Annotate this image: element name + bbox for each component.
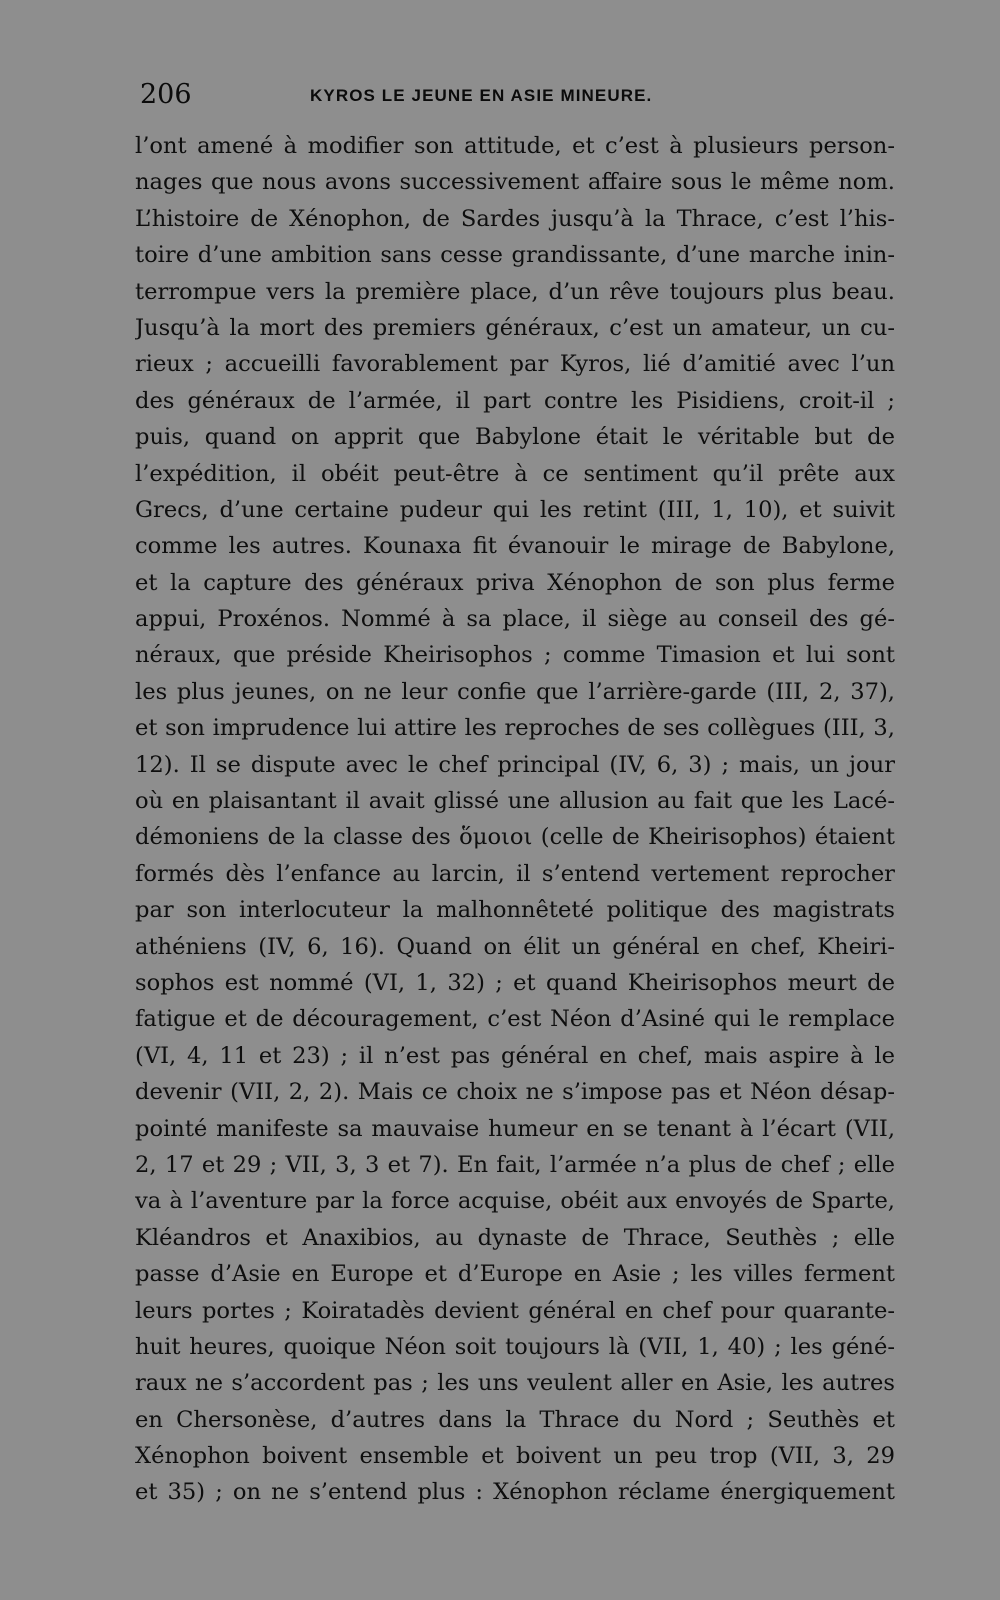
text-line: leurs portes ; Koiratadès devient général en chef pour quarante- [135,1297,895,1324]
text-line: nages que nous avons successivement affaire sous le même nom. [135,169,895,196]
text-line: puis, quand on apprit que Babylone était le véritable but de [135,424,895,451]
text-line: comme les autres. Kounaxa fit évanouir le mirage de Babylone, [135,533,895,560]
text-line: où en plaisantant il avait glissé une allusion au fait que les Lacé- [135,788,895,815]
text-line: va à l’aventure par la force acquise, obéit aux envoyés de Sparte, [135,1188,895,1215]
text-line: huit heures, quoique Néon soit toujours là (VII, 1, 40) ; les géné- [135,1333,895,1360]
text-line: athéniens (IV, 6, 16). Quand on élit un général en chef, Kheiri- [135,933,895,960]
text-line: Kléandros et Anaxibios, au dynaste de Thrace, Seuthès ; elle [135,1224,895,1251]
text-line: 2, 17 et 29 ; VII, 3, 3 et 7). En fait, l’armée n’a plus de chef ; elle [135,1151,895,1178]
text-line: des généraux de l’armée, il part contre les Pisidiens, croit-il ; [135,387,895,414]
text-line: par son interlocuteur la malhonnêteté politique des magistrats [135,897,895,924]
text-line: L’histoire de Xénophon, de Sardes jusqu’à la Thrace, c’est l’his- [135,205,895,232]
text-line: Grecs, d’une certaine pudeur qui les retint (III, 1, 10), et suivit [135,496,895,523]
body-text [135,128,895,1511]
text-line: passe d’Asie en Europe et d’Europe en Asie ; les villes ferment [135,1261,895,1288]
text-line: et son imprudence lui attire les reproches de ses collègues (III, 3, [135,715,895,742]
text-line: (VI, 4, 11 et 23) ; il n’est pas général en chef, mais aspire à le [135,1042,895,1069]
running-title: KYROS LE JEUNE EN ASIE MINEURE. [310,86,653,105]
text-line: l’expédition, il obéit peut-être à ce sentiment qu’il prête aux [135,460,895,487]
page-number: 206 [140,79,192,110]
text-line: raux ne s’accordent pas ; les uns veulent aller en Asie, les autres [135,1370,895,1397]
text-line: les plus jeunes, on ne leur confie que l’arrière-garde (III, 2, 37), [135,678,895,705]
text-line: en Chersonèse, d’autres dans la Thrace du Nord ; Seuthès et [135,1406,895,1433]
text-line: devenir (VII, 2, 2). Mais ce choix ne s’impose pas et Néon désap- [135,1079,895,1106]
text-line: fatigue et de découragement, c’est Néon d’Asiné qui le remplace [135,1006,895,1033]
page-header [135,80,895,114]
text-line: toire d’une ambition sans cesse grandissante, d’une marche inin- [135,242,895,269]
text-line: 12). Il se dispute avec le chef principal (IV, 6, 3) ; mais, un jour [135,751,895,778]
text-line: appui, Proxénos. Nommé à sa place, il siège au conseil des gé- [135,606,895,633]
text-line: Xénophon boivent ensemble et boivent un peu trop (VII, 3, 29 [135,1443,895,1470]
text-line: Jusqu’à la mort des premiers généraux, c’est un amateur, un cu- [135,314,895,341]
text-line: sophos est nommé (VI, 1, 32) ; et quand Kheirisophos meurt de [135,969,895,996]
text-line: l’ont amené à modifier son attitude, et c’est à plusieurs person- [135,133,895,159]
text-line: terrompue vers la première place, d’un rêve toujours plus beau. [135,278,895,305]
text-line: démoniens de la classe des ὅμοιοι (celle de Kheirisophos) étaient [135,824,895,851]
text-line: pointé manifeste sa mauvaise humeur en se tenant à l’écart (VII, [135,1115,895,1142]
text-line: formés dès l’enfance au larcin, il s’entend vertement reprocher [135,860,895,887]
text-line: rieux ; accueilli favorablement par Kyros, lié d’amitié avec l’un [135,351,895,378]
text-line: et 35) ; on ne s’entend plus : Xénophon réclame énergiquement [135,1479,895,1506]
text-line: néraux, que préside Kheirisophos ; comme Timasion et lui sont [135,642,895,669]
text-line: et la capture des généraux priva Xénophon de son plus ferme [135,569,895,596]
